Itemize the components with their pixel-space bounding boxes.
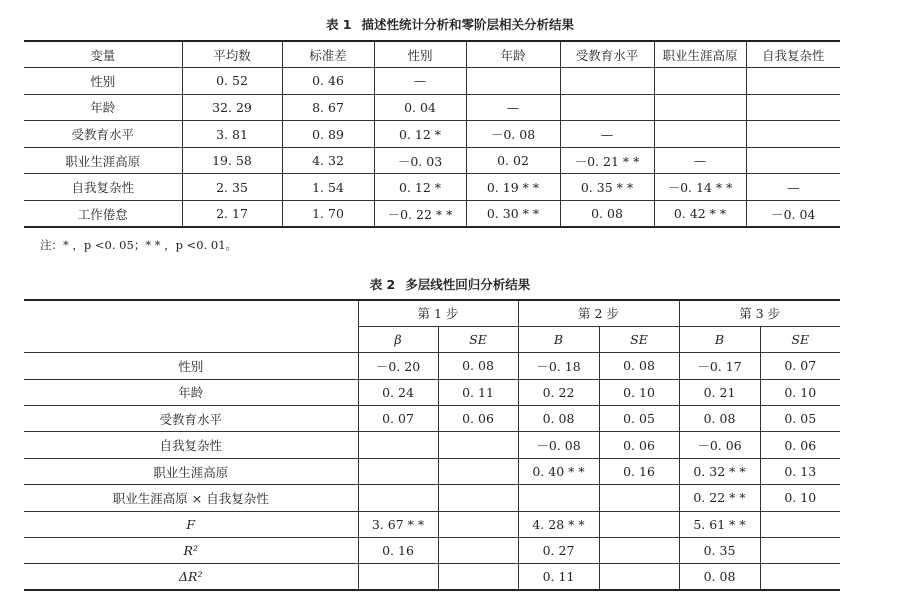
table2-cell: 0. 13 xyxy=(760,458,840,484)
table2-cell: 0. 10 xyxy=(599,379,679,405)
table2-cell xyxy=(599,538,679,564)
table2-cell: 0. 21 xyxy=(679,379,760,405)
table2-row xyxy=(24,379,840,405)
table1-cell: 0. 30 * * xyxy=(466,201,560,228)
table1-cell: 1. 54 xyxy=(282,174,374,201)
table1-header-cell: 性别 xyxy=(374,41,466,68)
table1-cell: 0. 19 * * xyxy=(466,174,560,201)
table1-cell: 0. 89 xyxy=(282,121,374,148)
table2-row xyxy=(24,511,840,537)
table1-cell xyxy=(654,94,746,121)
table2-cell xyxy=(358,432,438,458)
table1-cell: 8. 67 xyxy=(282,94,374,121)
table1-cell: 19. 58 xyxy=(182,147,282,174)
table2-cell: 0. 07 xyxy=(760,353,840,379)
table1-header-cell: 年龄 xyxy=(466,41,560,68)
table2-row xyxy=(24,538,840,564)
table2-cell xyxy=(599,564,679,590)
table1-cell xyxy=(746,121,840,148)
table2-step-row xyxy=(24,300,840,326)
table2-row-label: ΔR² xyxy=(179,569,203,585)
table1-row-label: 受教育水平 xyxy=(24,121,182,148)
table2-title-text: 多层线性回归分析结果 xyxy=(405,277,531,292)
table2-row xyxy=(24,353,840,379)
table1-row xyxy=(24,121,840,148)
table2-cell: 0. 06 xyxy=(599,432,679,458)
table1 xyxy=(24,40,840,228)
table2-row-label: F xyxy=(24,511,358,537)
table2-subheader-cell: SE xyxy=(438,326,518,352)
table1-header-row xyxy=(24,41,840,68)
table2-row-label: 性别 xyxy=(24,353,358,379)
table1-row-label: 性别 xyxy=(24,68,182,95)
table1-cell: －0. 04 xyxy=(746,201,840,228)
table2-cell xyxy=(438,564,518,590)
table1-cell: — xyxy=(374,68,466,95)
table1-row-label: 自我复杂性 xyxy=(24,174,182,201)
table1-cell: — xyxy=(654,147,746,174)
table2-cell: 0. 11 xyxy=(518,564,599,590)
table1-header-cell: 受教育水平 xyxy=(560,41,654,68)
table1-note: 注：* ，p <0. 05；* * ，p <0. 01。 xyxy=(40,238,238,252)
table2-cell xyxy=(760,511,840,537)
table1-cell: 0. 04 xyxy=(374,94,466,121)
table1-header-cell: 职业生涯高原 xyxy=(654,41,746,68)
table2-cell xyxy=(358,564,438,590)
table2-cell: －0. 08 xyxy=(518,432,599,458)
table1-cell: — xyxy=(746,174,840,201)
table2-cell xyxy=(438,511,518,537)
table2-cell xyxy=(518,485,599,511)
table1-row xyxy=(24,174,840,201)
table2-row xyxy=(24,458,840,484)
table1-cell: — xyxy=(466,94,560,121)
table1-cell xyxy=(654,68,746,95)
table1-cell: －0. 03 xyxy=(374,147,466,174)
table1-cell: －0. 14 * * xyxy=(654,174,746,201)
table2-cell: 0. 10 xyxy=(760,485,840,511)
table2-cell xyxy=(438,458,518,484)
table2-row xyxy=(24,406,840,432)
table1-cell: 0. 42 * * xyxy=(654,201,746,228)
table1-header-cell: 标准差 xyxy=(282,41,374,68)
table2-subheader-cell: SE xyxy=(760,326,840,352)
table2-title xyxy=(0,277,900,293)
table2-cell: 0. 11 xyxy=(438,379,518,405)
table1-row xyxy=(24,201,840,228)
table2-row-label: R² xyxy=(24,538,358,564)
table2-row xyxy=(24,485,840,511)
table1-cell: －0. 21 * * xyxy=(560,147,654,174)
table1-row xyxy=(24,68,840,95)
table1-cell: －0. 22 * * xyxy=(374,201,466,228)
table1-cell: 0. 12 * xyxy=(374,174,466,201)
table1-row-label: 工作倦怠 xyxy=(77,206,128,222)
table1-cell: 4. 32 xyxy=(282,147,374,174)
table1-cell: 2. 17 xyxy=(182,201,282,228)
table2-cell: 0. 08 xyxy=(518,406,599,432)
table1-cell: — xyxy=(560,121,654,148)
table1-cell xyxy=(654,121,746,148)
table2-row xyxy=(24,432,840,458)
table1-cell: 3. 81 xyxy=(182,121,282,148)
table2-cell: 0. 22 * * xyxy=(679,485,760,511)
table1-header-cell: 变量 xyxy=(24,41,182,68)
table1-number: 表 1 xyxy=(325,17,352,32)
table2-subheader-cell: β xyxy=(358,326,438,352)
table1-cell: 0. 52 xyxy=(182,68,282,95)
table1-row-label: 年龄 xyxy=(24,94,182,121)
table2-cell xyxy=(438,538,518,564)
table1-cell: 2. 35 xyxy=(182,174,282,201)
table2-cell: 0. 16 xyxy=(358,538,438,564)
table2-cell: 0. 40 * * xyxy=(518,458,599,484)
table2-cell: 0. 05 xyxy=(760,406,840,432)
table1-cell: 32. 29 xyxy=(182,94,282,121)
table2-cell: 0. 08 xyxy=(679,564,760,590)
table2-cell xyxy=(358,485,438,511)
table1-cell: 0. 35 * * xyxy=(560,174,654,201)
table1-cell: －0. 08 xyxy=(466,121,560,148)
table2-row-label: 自我复杂性 xyxy=(24,432,358,458)
table2-cell: 3. 67 * * xyxy=(358,511,438,537)
table1-cell xyxy=(560,68,654,95)
table1-cell: 0. 46 xyxy=(282,68,374,95)
table2-cell xyxy=(438,432,518,458)
table2-cell xyxy=(760,564,840,590)
table1-header-cell: 平均数 xyxy=(182,41,282,68)
table2-cell: 0. 32 * * xyxy=(679,458,760,484)
table2-cell: －0. 20 xyxy=(358,353,438,379)
table1-cell: 0. 08 xyxy=(560,201,654,228)
table2-cell: 0. 10 xyxy=(760,379,840,405)
table2-corner-cell xyxy=(24,300,358,353)
table2-row-label: 受教育水平 xyxy=(24,406,358,432)
table2-cell: 0. 24 xyxy=(358,379,438,405)
table2-cell: 0. 08 xyxy=(679,406,760,432)
table2-cell xyxy=(599,511,679,537)
table1-row xyxy=(24,147,840,174)
table2-row-label: 职业生涯高原 × 自我复杂性 xyxy=(24,485,358,511)
table2-cell xyxy=(438,485,518,511)
table1-cell xyxy=(746,94,840,121)
table1-cell xyxy=(746,68,840,95)
table1-cell xyxy=(560,94,654,121)
table2-cell: －0. 18 xyxy=(518,353,599,379)
table1-cell: 0. 02 xyxy=(466,147,560,174)
table2-cell: 0. 06 xyxy=(760,432,840,458)
table2-cell xyxy=(599,485,679,511)
table2 xyxy=(24,299,840,591)
table2-cell: 0. 16 xyxy=(599,458,679,484)
table2-cell: 0. 27 xyxy=(518,538,599,564)
table1-title-text: 描述性统计分析和零阶层相关分析结果 xyxy=(361,17,575,32)
table2-step-header: 第 1 步 xyxy=(358,300,518,326)
table2-cell: 0. 05 xyxy=(599,406,679,432)
table2-cell: 0. 07 xyxy=(358,406,438,432)
table2-cell xyxy=(358,458,438,484)
table1-row xyxy=(24,94,840,121)
table2-cell: －0. 17 xyxy=(679,353,760,379)
table2-cell: －0. 06 xyxy=(679,432,760,458)
table1-cell: 0. 12 * xyxy=(374,121,466,148)
table2-cell: 0. 08 xyxy=(438,353,518,379)
table1-row-label: 职业生涯高原 xyxy=(24,147,182,174)
table2-cell: 0. 22 xyxy=(518,379,599,405)
table2-subheader-cell: B xyxy=(518,326,599,352)
table2-cell: 0. 06 xyxy=(438,406,518,432)
table2-cell: 5. 61 * * xyxy=(679,511,760,537)
table1-cell xyxy=(466,68,560,95)
table1-title xyxy=(0,17,900,33)
table2-step-header: 第 3 步 xyxy=(679,300,840,326)
table2-cell: 0. 35 xyxy=(679,538,760,564)
table1-cell xyxy=(746,147,840,174)
table1-header-cell: 自我复杂性 xyxy=(746,41,840,68)
table2-row-label: 职业生涯高原 xyxy=(24,458,358,484)
table2-subheader-cell: B xyxy=(679,326,760,352)
table2-number: 表 2 xyxy=(369,277,396,292)
table2-step-header: 第 2 步 xyxy=(518,300,679,326)
table2-subheader-cell: SE xyxy=(599,326,679,352)
table2-cell xyxy=(760,538,840,564)
table1-cell: 1. 70 xyxy=(282,201,374,228)
table2-row-label: 年龄 xyxy=(24,379,358,405)
table2-cell: 0. 08 xyxy=(599,353,679,379)
table2-row xyxy=(24,564,840,590)
table2-cell: 4. 28 * * xyxy=(518,511,599,537)
